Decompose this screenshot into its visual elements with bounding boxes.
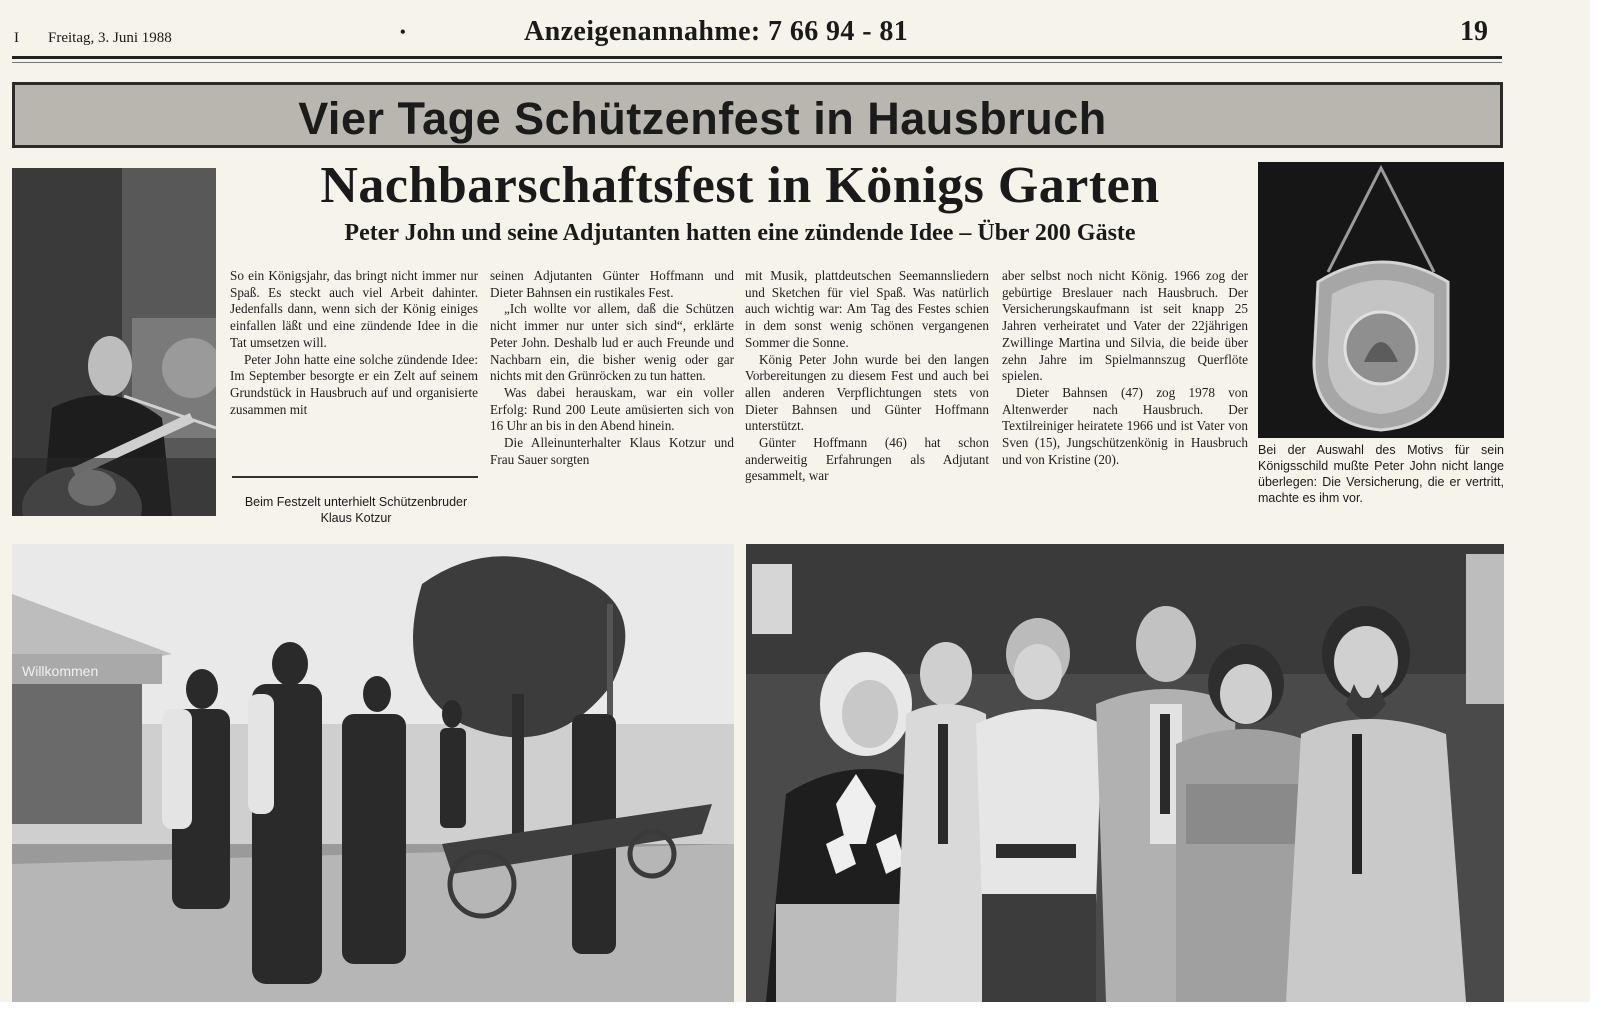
header-mark: I (14, 30, 19, 46)
issue-date: Freitag, 3. Juni 1988 (48, 30, 172, 46)
caption-musician: Beim Festzelt unterhielt Schützenbruder Klaus Kotzur (244, 495, 468, 525)
article-subheadline: Peter John und seine Adjutanten hatten eine zündende Idee – Über 200 Gäste (344, 220, 1136, 246)
col4-paragraph: aber selbst noch nicht König. 1966 zog der gebürtige Breslauer nach Hausbruch. Der Versicherungskaufmann ist seit knapp 25 Jahren verheiratet und Vater der 22jährigen Zwillinge Martina und Silvia, die beide über zehn Jahre im Spielmannszug Querflöte spielen. (1002, 268, 1248, 384)
page-number: 19 (1460, 16, 1488, 47)
section-banner (12, 82, 1503, 148)
article-column-2 (490, 268, 734, 468)
col2-paragraph: Die Alleinunterhalter Klaus Kotzur und Frau Sauer sorgten (490, 435, 734, 467)
col2-paragraph: Was dabei herauskam, war ein voller Erfolg: Rund 200 Leute amüsierten sich von 16 Uhr an bis in den Abend hinein. (490, 384, 734, 434)
article-column-3 (745, 268, 989, 485)
ad-hotline: Anzeigenannahme: 7 66 94 - 81 (524, 16, 909, 47)
col3-paragraph: Günter Hoffmann (46) hat schon anderweitig Erfahrungen als Adjutant gesammelt, war (745, 435, 989, 484)
col2-paragraph: „Ich wollte vor allem, daß die Schützen nicht immer nur unter sich sind“, erklärte Peter John. Deshalb lud er auch Freunde und Nachbarn ein, die bisher wenig oder gar nichts mit den Grünröcken zu tun hatten. (490, 301, 734, 384)
page-header (12, 0, 1502, 58)
caption-divider (232, 476, 478, 478)
article-headline: Nachbarschaftsfest in Königs Garten (320, 157, 1160, 214)
photo-festival-garden (12, 544, 734, 1002)
caption-shield: Bei der Auswahl des Motivs für sein Königsschild mußte Peter John nicht lange überlegen: Die Versicherung, die er vertritt, machte es ihm vor. (1258, 443, 1504, 505)
header-bullet: • (400, 24, 406, 41)
tent-welcome-sign: Willkommen (22, 663, 99, 679)
header-rule (12, 56, 1502, 59)
scan-margin-right (1590, 0, 1600, 1015)
col1-paragraph: Peter John hatte eine solche zündende Idee: Im September besorgte er ein Zelt auf seinem Grundstück in Hausbruch auf und organisierte zusammen mit (230, 351, 478, 417)
article-column-1 (230, 268, 478, 418)
col3-paragraph: mit Musik, plattdeutschen Seemannsliedern und Sketchen für viel Spaß. Was natürlich auch wichtig war: Am Tag des Festes schien in dem sonst wenig schönen vergangenen Sommer die Sonne. (745, 268, 989, 350)
article-column-4 (1002, 268, 1248, 468)
scan-margin-bottom (0, 1002, 1600, 1015)
photo-group-portrait (746, 544, 1504, 1002)
col4-paragraph: Dieter Bahnsen (47) zog 1978 von Altenwerder nach Hausbruch. Der Textilreiniger heiratete 1966 und ist Vater von Sven (15), Jungschützenkönig in Hausbruch und von Kristine (20). (1002, 384, 1248, 467)
banner-title: Vier Tage Schützenfest in Hausbruch (298, 93, 1107, 144)
header-rule-thin (12, 62, 1502, 63)
photo-musician (12, 168, 216, 516)
col1-paragraph: So ein Königsjahr, das bringt nicht immer nur Spaß. Es steckt auch viel Arbeit dahinter. Jedenfalls dann, wenn sich der König einiges einfallen läßt und eine zündende Idee in die Tat umsetzen will. (230, 268, 478, 350)
col2-paragraph: seinen Adjutanten Günter Hoffmann und Dieter Bahnsen ein rustikales Fest. (490, 268, 734, 300)
photo-kings-shield (1258, 162, 1504, 438)
col3-paragraph: König Peter John wurde bei den langen Vorbereitungen zu diesem Fest und auch bei allen anderen Verpflichtungen stets von Dieter Bahnsen und Günter Hoffmann unterstützt. (745, 351, 989, 434)
